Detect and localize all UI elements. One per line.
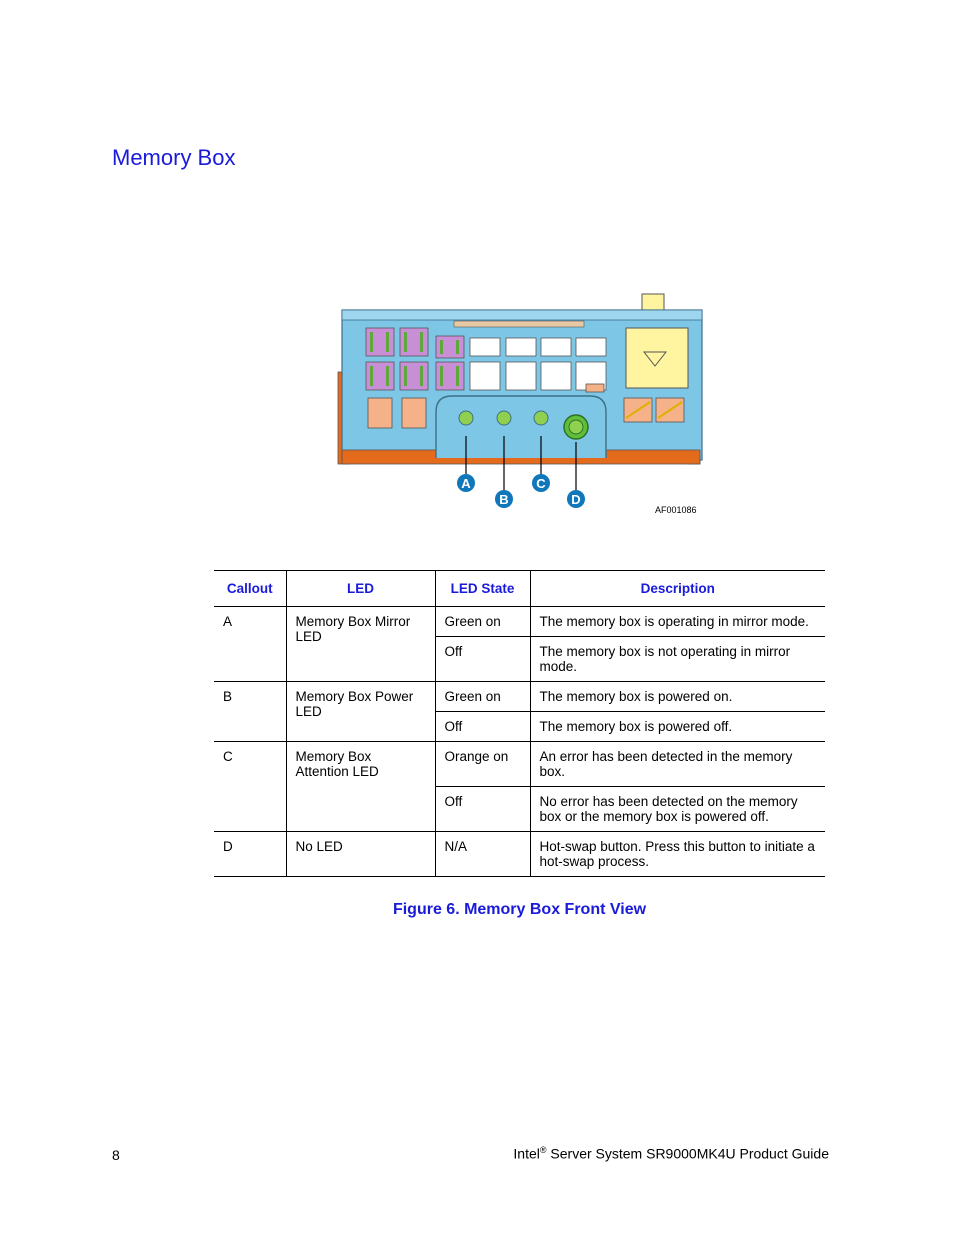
- led-cell: Memory Box Mirror LED: [286, 607, 435, 682]
- state-cell: Green on: [435, 682, 530, 712]
- table-header-row: [214, 571, 825, 607]
- state-cell: N/A: [435, 832, 530, 877]
- led-cell: Memory Box Power LED: [286, 682, 435, 742]
- callout-cell: D: [214, 832, 286, 877]
- table-row: [214, 682, 825, 712]
- figure-caption: Figure 6. Memory Box Front View: [392, 901, 647, 918]
- footer-product: Server System SR9000MK4U Product Guide: [546, 1145, 829, 1162]
- memory-box-front-view-illustration: [336, 292, 716, 524]
- svg-text:C: C: [536, 476, 546, 491]
- figure-code: AF001086: [655, 505, 697, 515]
- led-cell: No LED: [286, 832, 435, 877]
- description-cell: An error has been detected in the memory box.: [530, 742, 825, 787]
- page-number: 8: [112, 1147, 120, 1163]
- header-led-state: LED State: [435, 571, 530, 607]
- callout-cell: B: [214, 682, 286, 742]
- description-cell: The memory box is operating in mirror mode.: [530, 607, 825, 637]
- callout-a: [457, 474, 475, 492]
- description-cell: No error has been detected on the memory box or the memory box is powered off.: [530, 787, 825, 832]
- header-description: Description: [530, 571, 825, 607]
- table-row: [214, 832, 825, 877]
- mirror-led: [459, 411, 473, 425]
- svg-text:B: B: [499, 492, 509, 507]
- registered-mark: ®: [539, 1145, 547, 1155]
- callout-d: [567, 490, 585, 508]
- callout-c: [532, 474, 550, 492]
- description-cell: The memory box is powered off.: [530, 712, 825, 742]
- footer-brand: Intel: [513, 1145, 540, 1162]
- callout-cell: C: [214, 742, 286, 832]
- footer-title: [513, 1145, 829, 1162]
- power-led: [497, 411, 511, 425]
- svg-text:D: D: [571, 492, 581, 507]
- led-cell: Memory Box Attention LED: [286, 742, 435, 832]
- state-cell: Orange on: [435, 742, 530, 787]
- led-table: [214, 570, 825, 877]
- section-heading: Memory Box: [112, 145, 236, 170]
- header-callout: Callout: [214, 571, 286, 607]
- description-cell: The memory box is powered on.: [530, 682, 825, 712]
- attention-led: [534, 411, 548, 425]
- state-cell: Off: [435, 637, 530, 682]
- description-cell: The memory box is not operating in mirror mode.: [530, 637, 825, 682]
- state-cell: Green on: [435, 607, 530, 637]
- table-row: [214, 607, 825, 637]
- handle-tab: [642, 294, 664, 312]
- header-led: LED: [286, 571, 435, 607]
- callout-cell: A: [214, 607, 286, 682]
- table-row: [214, 742, 825, 787]
- description-cell: Hot-swap button. Press this button to initiate a hot-swap process.: [530, 832, 825, 877]
- callout-b: [495, 490, 513, 508]
- state-cell: Off: [435, 712, 530, 742]
- state-cell: Off: [435, 787, 530, 832]
- svg-text:A: A: [461, 476, 471, 491]
